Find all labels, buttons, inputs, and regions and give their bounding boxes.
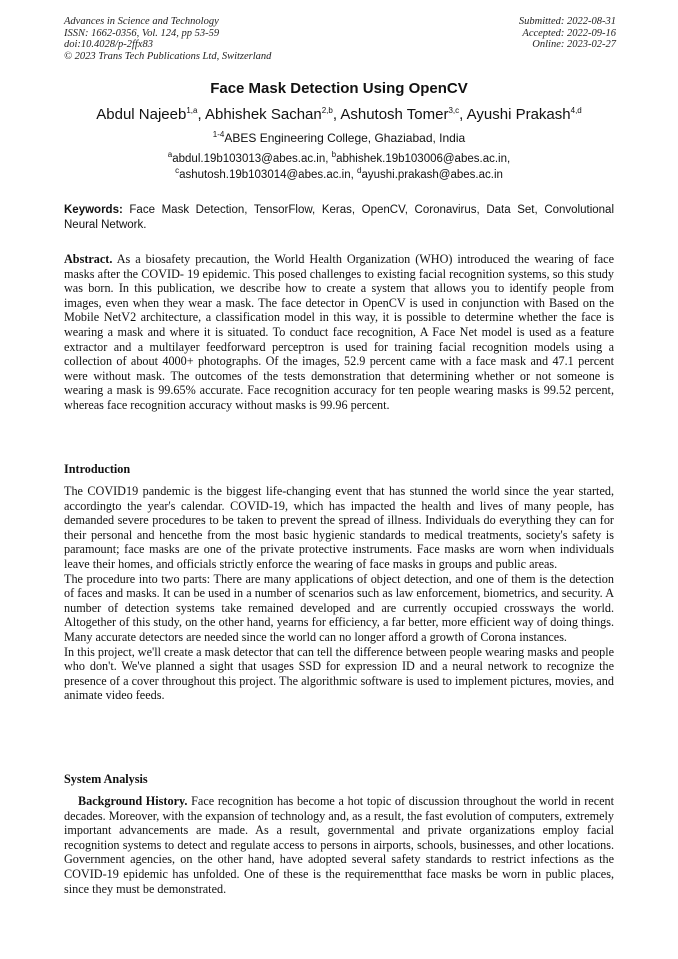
author — [96, 106, 205, 123]
journal-info — [64, 16, 384, 62]
author — [340, 106, 466, 123]
abstract — [64, 252, 614, 413]
abstract-label: Abstract. — [64, 252, 113, 266]
author-sup: 3,c — [448, 106, 460, 115]
email-sep: , — [506, 153, 511, 165]
subsection-label: Background History. — [78, 794, 188, 808]
accepted-date: Accepted: 2022-09-16 — [522, 27, 616, 39]
email-address[interactable]: ashutosh.19b103014@abes.ac.in — [179, 168, 351, 181]
abstract-text: As a biosafety precaution, the World Health Organization (WHO) introduced the wearing of face masks after the COVID- 19 epidemic. This posed challenges to existing facial recognition systems, so this study was born. In this publication, we describe how to create a system that allows you to identify people from images, even when they wear a mask. The face detector in OpenCV is used in conjunction with Based on the Mobile NetV2 architecture, a classification model in this way, it is possible to determine whether the face is wearing a mask and where it is situated. To conduct face recognition, A Face Net model is used as a feature extractor and a multilayer feedforward perceptron is used for training facial recognition models using a collection of about 4000+ photographs. Of the images, 52.9 percent came with a face mask and 47.1 percent were without mask. The outcomes of the tests demonstration that determining whether or not someone is wearing a mask is 99.65% accurate. Face recognition accuracy for ten people wearing masks is 99.52 percent, whereas face recognition accuracy without masks is 99.96 percent. — [64, 252, 614, 412]
affiliation — [0, 131, 678, 146]
paragraph: The COVID19 pandemic is the biggest life-changing event that has stunned the world since the year started, accordingto the year's calendar. COVID-19, which has impacted the health and lives of many people, has demanded severe procedures to be taken to prevent the spread of illness. Individuals do everything they can for their personal and hencethe from the most basic hygienic standards to medical treatments, society's safety is paramount; face masks are one of the private protective instruments. Face masks are worn when individuals leave their homes, and officials strictly enforce the wearing of face masks in groups and public areas. — [64, 484, 614, 571]
introduction-body — [64, 484, 614, 703]
paragraph: In this project, we'll create a mask detector that can tell the difference between people wearing masks and people who don't. We've planned a sight that usages SSD for expression ID and a neural network to recognize the presence of a cover throughout this project. The algorithmic software is used to implement pictures, movies, and animate video feeds. — [64, 644, 614, 703]
affiliation-text: ABES Engineering College, Ghaziabad, India — [224, 131, 466, 145]
paragraph: The procedure into two parts: There are many applications of object detection, and one of them is the detection of faces and masks. It can be used in a number of scenarios such as law enforcement, biometrics, and security. A number of detection systems take remained developed and are currently occupied crossways the world. Altogether of this study, on the other hand, yearns for efficiency, a far better, more efficient way of doing things. Many accurate detectors are needed since the world can no longer afford a growth of Corona instances. — [64, 571, 614, 644]
affiliation-sup: 1-4 — [212, 130, 225, 139]
email-line — [0, 152, 678, 168]
email-sup: a — [167, 150, 173, 160]
introduction-heading: Introduction — [64, 462, 131, 476]
email-address[interactable]: abdul.19b103013@abes.ac.in — [172, 153, 326, 165]
email-address[interactable]: abhishek.19b103006@abes.ac.in — [336, 153, 507, 165]
author-name: Abhishek Sachan — [204, 106, 322, 123]
email-sup: c — [175, 165, 180, 175]
keywords-label: Keywords: — [64, 204, 123, 216]
email-list — [0, 152, 678, 183]
journal-doi: doi:10.4028/p-2ffx83 — [64, 39, 153, 50]
system-analysis-heading: System Analysis — [64, 772, 148, 786]
email-address[interactable]: ayushi.prakash@abes.ac.in — [361, 168, 503, 181]
system-analysis-text: Face recognition has become a hot topic of discussion throughout the world in recent decades. Moreover, with the expansion of technology and, as a result, the fast evolution of computers, extremely important advancements are made. As a result, governmental and private organizations employ facial recognition systems to detect and regulate access to persons in airports, schools, businesses, and other locations. Government agencies, on the other hand, have adopted several safety standards to restrict infections as the COVID-19 epidemic has unfolded. One of these is the requirementthat face masks be worn in public places, since they must be demonstrated. — [64, 794, 615, 896]
author-sup: 2,b — [321, 106, 333, 115]
system-analysis-body — [64, 794, 614, 896]
publication-dates — [376, 16, 616, 51]
submitted-date: Submitted: 2022-08-31 — [518, 16, 616, 27]
author-sep: , — [197, 106, 205, 123]
email-sep: , — [350, 168, 357, 181]
email-sup: d — [357, 165, 362, 175]
email-sup: b — [331, 150, 337, 160]
author-list — [0, 105, 678, 124]
author — [467, 106, 582, 123]
paper-title: Face Mask Detection Using OpenCV — [210, 80, 468, 97]
author-name: Ayushi Prakash — [466, 106, 571, 123]
journal-copyright: © 2023 Trans Tech Publications Ltd, Switzerland — [64, 50, 272, 62]
author-sep: , — [332, 106, 341, 123]
author-sep: , — [459, 106, 467, 123]
author — [205, 106, 340, 123]
online-date: Online: 2023-02-27 — [532, 39, 616, 50]
email-sep: , — [325, 153, 332, 165]
email-line — [0, 165, 678, 184]
author-sup: 4,d — [570, 106, 582, 115]
author-sup: 1,a — [186, 106, 198, 115]
journal-name: Advances in Science and Technology — [64, 16, 219, 27]
author-name: Abdul Najeeb — [96, 106, 187, 123]
keywords-text: Face Mask Detection, TensorFlow, Keras, OpenCV, Coronavirus, Data Set, Convolutional Neural Network. — [64, 204, 614, 231]
journal-issn: ISSN: 1662-0356, Vol. 124, pp 53-59 — [64, 27, 220, 39]
author-name: Ashutosh Tomer — [340, 106, 449, 123]
keywords — [64, 203, 614, 232]
